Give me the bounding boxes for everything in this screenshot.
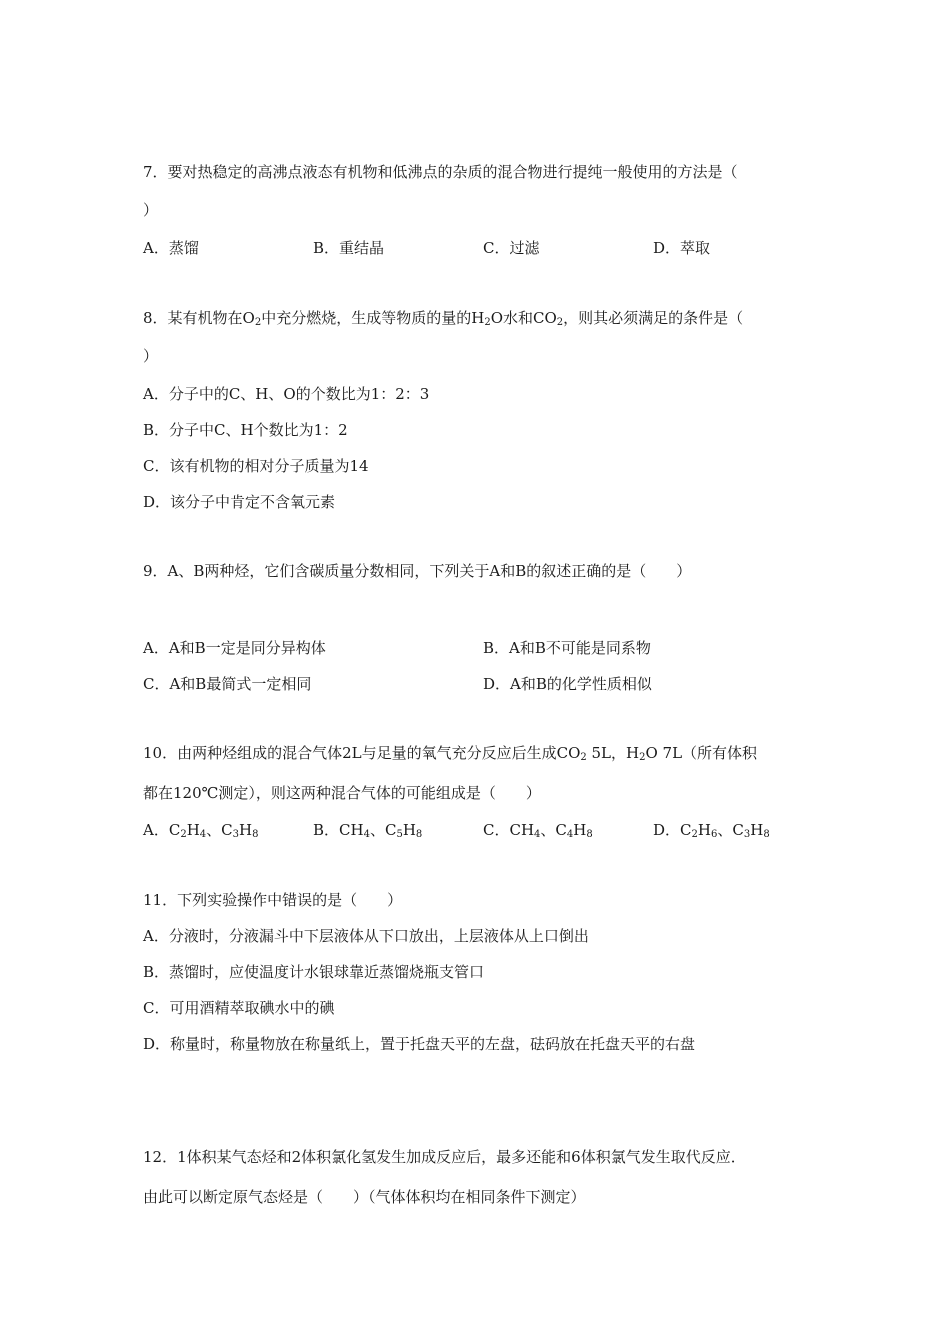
q11-stem: 11．下列实验操作中错误的是（ ）: [143, 891, 403, 909]
q12-stem: 12．1体积某气态烃和2体积氯化氢发生加成反应后，最多还能和6体积氯气发生取代反应．: [143, 1148, 746, 1166]
q7-stem-cont: ）: [143, 201, 159, 219]
q11-option-d: D．称量时，称量物放在称量纸上，置于托盘天平的左盘，砝码放在托盘天平的右盘: [143, 1035, 696, 1053]
q10-option-c: C．$CH_4$、$C_4H_8$: [483, 821, 593, 840]
q8-stem: 8．某有机物在$O_2$中充分燃烧，生成等物质的量的$H_2O$水和$CO_2$，则其必须满足的条件是（: [143, 309, 744, 328]
q10-stem: 10．由两种烃组成的混合气体2L与足量的氧气充分反应后生成$CO_2$ 5L，$H_2O$ 7L（所有体积: [143, 744, 758, 763]
q9-option-b: B．A和B不可能是同系物: [483, 639, 651, 657]
q9-option-d: D．A和B的化学性质相似: [483, 675, 652, 693]
q8-option-a: A．分子中的C、H、O的个数比为1：2：3: [143, 385, 430, 403]
q8-option-b: B．分子中C、H个数比为1：2: [143, 421, 348, 439]
q10-option-a: A．$C_2H_4$、$C_3H_8$: [143, 821, 259, 840]
q9-option-c: C．A和B最简式一定相同: [143, 675, 312, 693]
q11-option-b: B．蒸馏时，应使温度计水银球靠近蒸馏烧瓶支管口: [143, 963, 485, 981]
q7-stem: 7．要对热稳定的高沸点液态有机物和低沸点的杂质的混合物进行提纯一般使用的方法是（: [143, 163, 738, 181]
q8-option-d: D．该分子中肯定不含氧元素: [143, 493, 336, 511]
q7-option-c: C．过滤: [483, 239, 540, 257]
q10-option-b: B．$CH_4$、$C_5H_8$: [313, 821, 423, 840]
q10-option-d: D．$C_2H_6$、$C_3H_8$: [653, 821, 770, 840]
q7-option-b: B．重结晶: [313, 239, 385, 257]
q11-option-c: C．可用酒精萃取碘水中的碘: [143, 999, 335, 1017]
q7-option-a: A．蒸馏: [143, 239, 199, 257]
q12-stem-line2: 由此可以断定原气态烃是（ ）（气体体积均在相同条件下测定）: [143, 1188, 586, 1206]
q8-stem-cont: ）: [143, 347, 159, 365]
q11-option-a: A．分液时，分液漏斗中下层液体从下口放出，上层液体从上口倒出: [143, 927, 589, 945]
q8-option-c: C．该有机物的相对分子质量为14: [143, 457, 369, 475]
q9-option-a: A．A和B一定是同分异构体: [143, 639, 326, 657]
q9-stem: 9．A、B两种烃，它们含碳质量分数相同，下列关于A和B的叙述正确的是（ ）: [143, 562, 692, 580]
q7-option-d: D．萃取: [653, 239, 711, 257]
q10-stem-line2: 都在120℃测定），则这两种混合气体的可能组成是（ ）: [143, 784, 541, 802]
